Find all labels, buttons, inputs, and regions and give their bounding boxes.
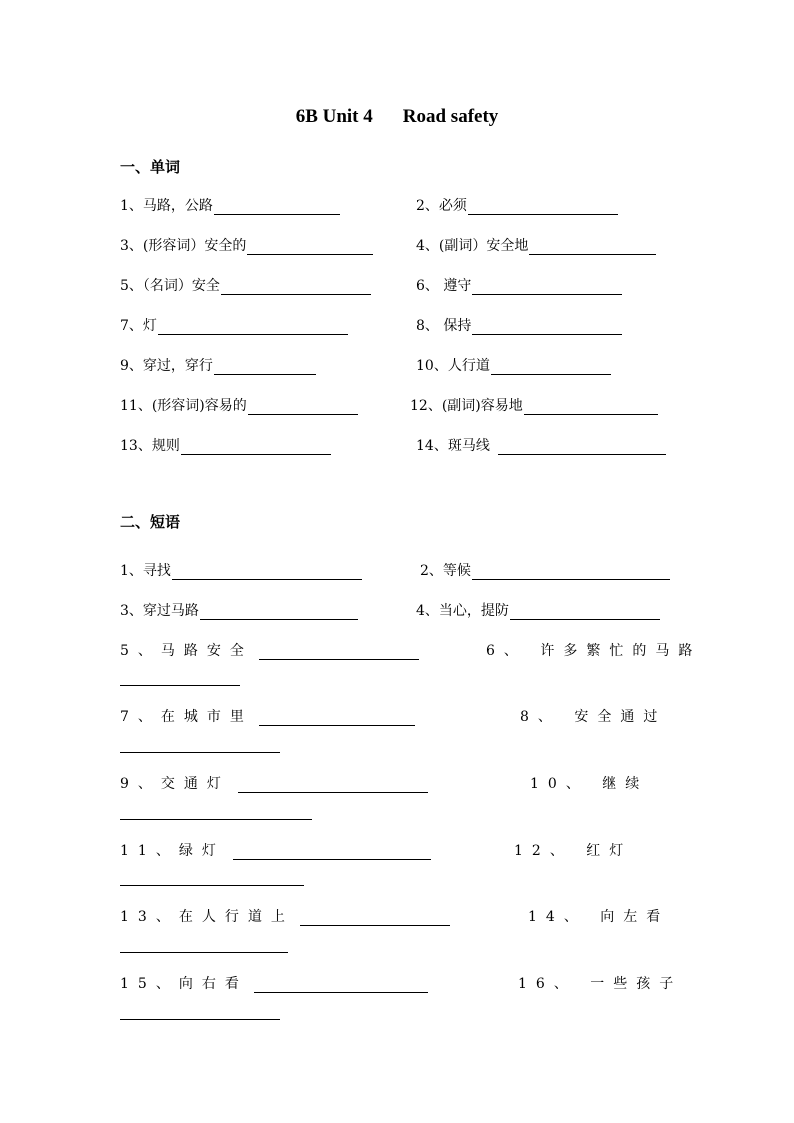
- word-item: 3、(形容词）安全的: [120, 237, 373, 255]
- answer-blank[interactable]: [200, 605, 358, 620]
- word-item: 5、（名词）安全: [120, 277, 371, 295]
- word-item: 11、(形容词)容易的: [120, 397, 358, 415]
- answer-blank[interactable]: [259, 645, 419, 660]
- answer-blank[interactable]: [529, 240, 656, 255]
- phrase-item: 1、寻找: [120, 562, 362, 580]
- phrase-item: 16、 一些孩子: [518, 976, 683, 992]
- answer-blank[interactable]: [181, 440, 331, 455]
- answer-blank[interactable]: [524, 400, 658, 415]
- page-title: [0, 106, 794, 128]
- answer-blank[interactable]: [221, 280, 371, 295]
- answer-blank[interactable]: [172, 565, 362, 580]
- answer-blank[interactable]: [498, 440, 666, 455]
- title-unit: 6B Unit 4: [295, 106, 373, 127]
- answer-blank[interactable]: [120, 884, 304, 886]
- word-item: 4、(副词）安全地: [416, 237, 656, 255]
- phrase-item: 4、当心，提防: [416, 602, 660, 620]
- word-item: 13、规则: [120, 437, 331, 455]
- word-item: 12、(副词)容易地: [410, 397, 658, 415]
- word-item: 1、马路，公路: [120, 197, 340, 215]
- phrase-item: 3、穿过马路: [120, 602, 358, 620]
- answer-blank[interactable]: [468, 200, 618, 215]
- section-heading-phrases: 二、短语: [120, 513, 181, 531]
- answer-blank[interactable]: [238, 778, 428, 793]
- phrase-item: 6、 许多繁忙的马路: [486, 643, 702, 659]
- word-item: 14、斑马线: [416, 437, 666, 455]
- phrase-item: 2、等候: [420, 562, 670, 580]
- word-item: 8、 保持: [416, 317, 622, 335]
- answer-blank[interactable]: [254, 978, 428, 993]
- answer-blank[interactable]: [248, 400, 358, 415]
- answer-blank[interactable]: [120, 1018, 280, 1020]
- answer-blank[interactable]: [120, 951, 288, 953]
- answer-blank[interactable]: [120, 684, 240, 686]
- answer-blank[interactable]: [233, 845, 431, 860]
- phrase-item: 15、向右看: [120, 975, 428, 993]
- title-topic: Road safety: [402, 106, 499, 127]
- phrase-item: 7、在城市里: [120, 708, 415, 726]
- answer-blank[interactable]: [214, 360, 316, 375]
- word-item: 2、必须: [416, 197, 618, 215]
- phrase-item: 12、 红灯: [514, 843, 633, 859]
- answer-blank[interactable]: [158, 320, 348, 335]
- phrase-item: 5、马路安全: [120, 642, 419, 660]
- phrase-item: 13、在人行道上: [120, 908, 450, 926]
- answer-blank[interactable]: [120, 751, 280, 753]
- answer-blank[interactable]: [472, 320, 622, 335]
- phrase-item: 10、 继续: [530, 776, 649, 792]
- answer-blank[interactable]: [120, 818, 312, 820]
- word-item: 7、灯: [120, 317, 348, 335]
- answer-blank[interactable]: [491, 360, 611, 375]
- phrase-item: 14、 向左看: [528, 909, 670, 925]
- answer-blank[interactable]: [472, 565, 670, 580]
- answer-blank[interactable]: [247, 240, 373, 255]
- section-heading-words: 一、单词: [120, 158, 181, 176]
- phrase-item: 8、 安全通过: [520, 709, 667, 725]
- word-item: 6、 遵守: [416, 277, 622, 295]
- word-item: 9、穿过，穿行: [120, 357, 316, 375]
- answer-blank[interactable]: [259, 711, 415, 726]
- answer-blank[interactable]: [214, 200, 340, 215]
- phrase-item: 11、绿灯: [120, 842, 431, 860]
- answer-blank[interactable]: [472, 280, 622, 295]
- word-item: 10、人行道: [416, 357, 611, 375]
- answer-blank[interactable]: [300, 911, 450, 926]
- answer-blank[interactable]: [510, 605, 660, 620]
- phrase-item: 9、交通灯: [120, 775, 428, 793]
